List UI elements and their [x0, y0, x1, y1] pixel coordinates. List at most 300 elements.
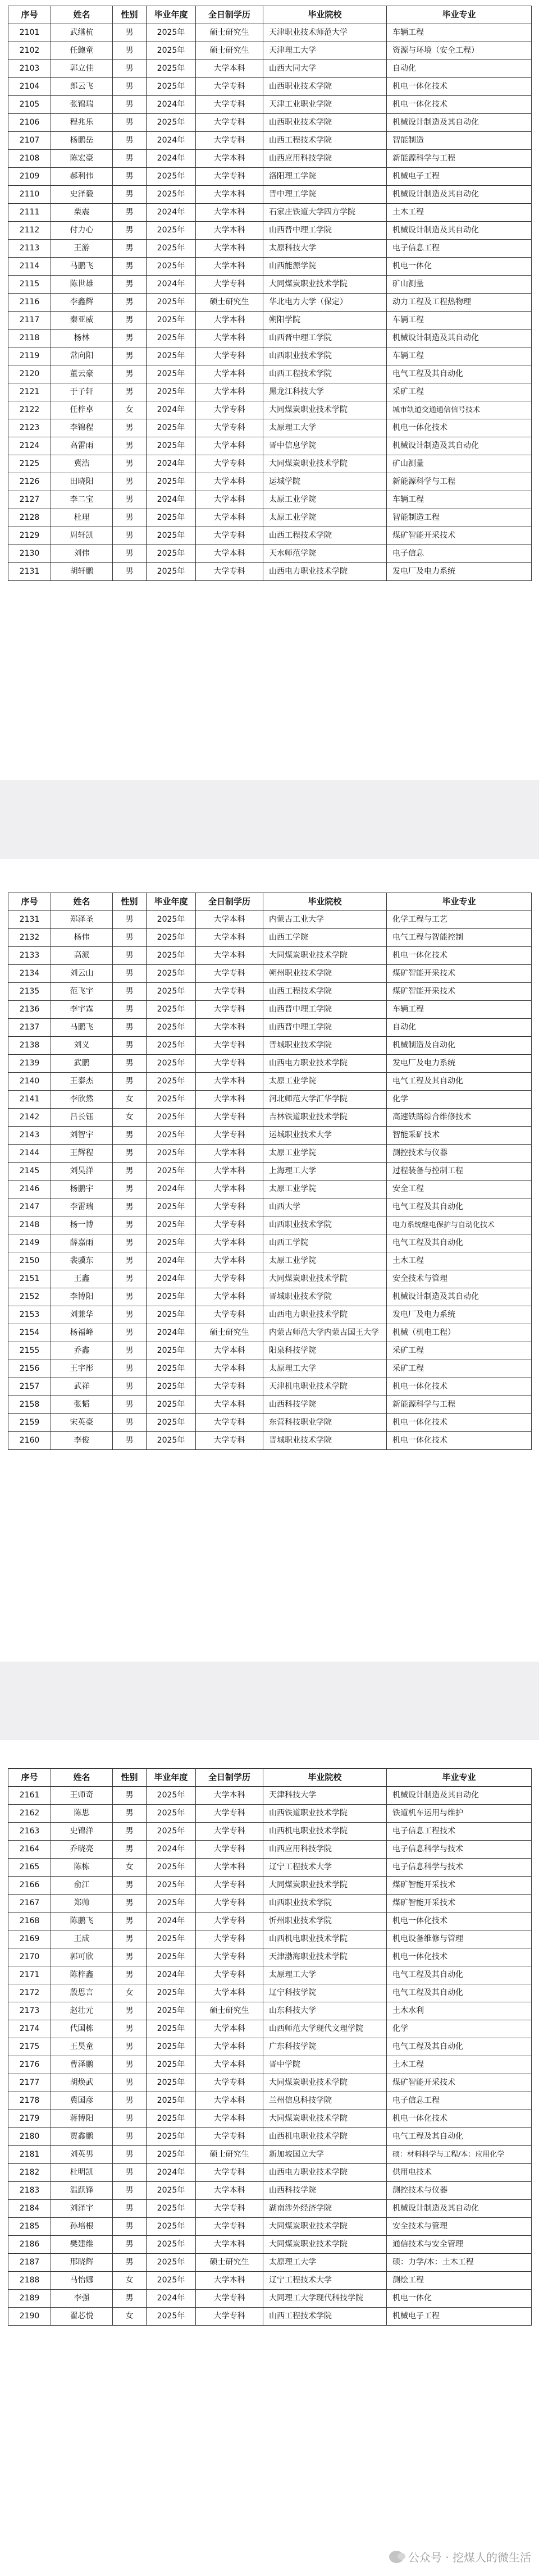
- major-cell: 机械（机电工程）: [387, 1324, 532, 1342]
- school-cell: 山西科技学院: [263, 1396, 387, 1414]
- gender-cell: 男: [113, 1877, 147, 1895]
- grad-year-cell: 2025年: [147, 186, 196, 204]
- grad-year-cell: 2025年: [147, 168, 196, 186]
- degree-cell: 大学本科: [196, 1342, 263, 1360]
- degree-cell: 大学本科: [196, 60, 263, 78]
- degree-cell: 大学专科: [196, 96, 263, 114]
- seq-cell: 2131: [8, 911, 51, 929]
- table-row: [8, 2146, 532, 2164]
- col-gender-header: 性别: [113, 893, 147, 911]
- col-gender-header: 性别: [113, 1769, 147, 1787]
- gender-cell: 男: [113, 1234, 147, 1252]
- seq-cell: 2113: [8, 240, 51, 258]
- header-row: [8, 1769, 532, 1787]
- school-cell: 运城学院: [263, 473, 387, 491]
- table-row: [8, 1324, 532, 1342]
- school-cell: 太原科技大学: [263, 240, 387, 258]
- gender-cell: 男: [113, 1270, 147, 1288]
- name-cell: 刘智宇: [51, 1127, 113, 1145]
- name-cell: 付力心: [51, 222, 113, 240]
- name-cell: 杨福峰: [51, 1324, 113, 1342]
- school-cell: 山西工程技术学院: [263, 983, 387, 1001]
- seq-cell: 2168: [8, 1912, 51, 1930]
- degree-cell: 大学专科: [196, 1037, 263, 1055]
- degree-cell: 大学本科: [196, 545, 263, 563]
- seq-cell: 2141: [8, 1091, 51, 1109]
- degree-cell: 大学本科: [196, 2056, 263, 2074]
- seq-cell: 2126: [8, 473, 51, 491]
- degree-cell: 大学专科: [196, 1127, 263, 1145]
- gender-cell: 男: [113, 330, 147, 347]
- seq-cell: 2171: [8, 1966, 51, 1984]
- degree-cell: 大学专科: [196, 276, 263, 294]
- seq-cell: 2109: [8, 168, 51, 186]
- degree-cell: 大学专科: [196, 1414, 263, 1432]
- table-row: [8, 240, 532, 258]
- school-cell: 太原工业学院: [263, 491, 387, 509]
- gender-cell: 男: [113, 437, 147, 455]
- name-cell: 王游: [51, 240, 113, 258]
- grad-year-cell: 2025年: [147, 419, 196, 437]
- seq-cell: 2149: [8, 1234, 51, 1252]
- gender-cell: 男: [113, 240, 147, 258]
- gender-cell: 男: [113, 1019, 147, 1037]
- table-row: [8, 509, 532, 527]
- degree-cell: 大学专科: [196, 455, 263, 473]
- page-gap-1: [0, 780, 539, 859]
- grad-year-cell: 2025年: [147, 2110, 196, 2128]
- name-cell: 刘兼华: [51, 1306, 113, 1324]
- school-cell: 东营科技职业学院: [263, 1414, 387, 1432]
- table-row: [8, 1037, 532, 1055]
- major-cell: 新能源科学与工程: [387, 150, 532, 168]
- degree-cell: 大学专科: [196, 1912, 263, 1930]
- table-row: [8, 527, 532, 545]
- degree-cell: 大学专科: [196, 1055, 263, 1073]
- seq-cell: 2107: [8, 132, 51, 150]
- name-cell: 郑泽圣: [51, 911, 113, 929]
- major-cell: 铁道机车运用与维护: [387, 1805, 532, 1823]
- name-cell: 李博阳: [51, 1288, 113, 1306]
- header-row: [8, 893, 532, 911]
- degree-cell: 大学专科: [196, 1198, 263, 1216]
- major-cell: 过程装备与控制工程: [387, 1163, 532, 1181]
- school-cell: 太原理工大学: [263, 2254, 387, 2272]
- major-cell: 电子信息工程: [387, 240, 532, 258]
- major-cell: 化学: [387, 1091, 532, 1109]
- seq-cell: 2142: [8, 1109, 51, 1127]
- seq-cell: 2132: [8, 929, 51, 947]
- name-cell: 于子轩: [51, 383, 113, 401]
- degree-cell: 硕士研究生: [196, 1324, 263, 1342]
- major-cell: 土木水利: [387, 2002, 532, 2020]
- gender-cell: 男: [113, 1127, 147, 1145]
- degree-cell: 大学专科: [196, 2200, 263, 2218]
- name-cell: 郎云飞: [51, 78, 113, 96]
- major-cell: 机电一体化技术: [387, 1432, 532, 1450]
- gender-cell: 男: [113, 1216, 147, 1234]
- seq-cell: 2118: [8, 330, 51, 347]
- major-cell: 发电厂及电力系统: [387, 1055, 532, 1073]
- name-cell: 李鑫辉: [51, 294, 113, 312]
- grad-year-cell: 2025年: [147, 240, 196, 258]
- name-cell: 薛嘉雨: [51, 1234, 113, 1252]
- degree-cell: 大学专科: [196, 1306, 263, 1324]
- table-row: [8, 150, 532, 168]
- school-cell: 山西大同大学: [263, 60, 387, 78]
- name-cell: 高派: [51, 947, 113, 965]
- major-cell: 电气工程及其自动化: [387, 2128, 532, 2146]
- major-cell: 测绘工程: [387, 2272, 532, 2290]
- major-cell: 矿山测量: [387, 276, 532, 294]
- school-cell: 山西工程技术学院: [263, 527, 387, 545]
- table-row: [8, 983, 532, 1001]
- major-cell: 机电一体化技术: [387, 1912, 532, 1930]
- school-cell: 天津机电职业技术学院: [263, 1378, 387, 1396]
- watermark: [389, 2548, 531, 2565]
- seq-cell: 2155: [8, 1342, 51, 1360]
- name-cell: 李俊: [51, 1432, 113, 1450]
- degree-cell: 大学专科: [196, 983, 263, 1001]
- grad-year-cell: 2025年: [147, 2200, 196, 2218]
- school-cell: 河北师范大学汇华学院: [263, 1091, 387, 1109]
- major-cell: 智能采矿技术: [387, 1127, 532, 1145]
- grad-year-cell: 2025年: [147, 1216, 196, 1234]
- degree-cell: 大学本科: [196, 383, 263, 401]
- degree-cell: 大学本科: [196, 2110, 263, 2128]
- seq-cell: 2112: [8, 222, 51, 240]
- gender-cell: 男: [113, 96, 147, 114]
- table-row: [8, 2290, 532, 2308]
- table-row: [8, 114, 532, 132]
- grad-year-cell: 2025年: [147, 1109, 196, 1127]
- major-cell: 机电一体化技术: [387, 1414, 532, 1432]
- watermark-text: 公众号 · 挖煤人的微生活: [408, 2551, 531, 2564]
- table-row: [8, 1073, 532, 1091]
- gender-cell: 男: [113, 473, 147, 491]
- grad-year-cell: 2025年: [147, 1234, 196, 1252]
- gender-cell: 男: [113, 1895, 147, 1912]
- grad-year-cell: 2025年: [147, 1930, 196, 1948]
- col-major-header: 毕业专业: [387, 1769, 532, 1787]
- degree-cell: 大学本科: [196, 2182, 263, 2200]
- name-cell: 杨鹏宇: [51, 1181, 113, 1198]
- grad-year-cell: 2024年: [147, 1841, 196, 1859]
- gender-cell: 男: [113, 965, 147, 983]
- table-row: [8, 276, 532, 294]
- gender-cell: 男: [113, 222, 147, 240]
- grad-year-cell: 2024年: [147, 2164, 196, 2182]
- name-cell: 樊建维: [51, 2236, 113, 2254]
- school-cell: 晋城职业技术学院: [263, 1037, 387, 1055]
- major-cell: 机电一体化: [387, 2290, 532, 2308]
- major-cell: 车辆工程: [387, 491, 532, 509]
- degree-cell: 大学本科: [196, 1984, 263, 2002]
- major-cell: 土木工程: [387, 204, 532, 222]
- major-cell: 自动化: [387, 1019, 532, 1037]
- col-year-header: 毕业年度: [147, 1769, 196, 1787]
- grad-year-cell: 2024年: [147, 1181, 196, 1198]
- grad-year-cell: 2025年: [147, 2272, 196, 2290]
- name-cell: 张韬: [51, 1396, 113, 1414]
- col-school-header: 毕业院校: [263, 6, 387, 24]
- grad-year-cell: 2025年: [147, 1805, 196, 1823]
- seq-cell: 2150: [8, 1252, 51, 1270]
- name-cell: 刘义: [51, 1037, 113, 1055]
- gender-cell: 男: [113, 1055, 147, 1073]
- seq-cell: 2120: [8, 365, 51, 383]
- table-row: [8, 1823, 532, 1841]
- seq-cell: 2138: [8, 1037, 51, 1055]
- major-cell: 测控技术与仪器: [387, 1145, 532, 1163]
- degree-cell: 大学本科: [196, 258, 263, 276]
- table-row: [8, 222, 532, 240]
- name-cell: 李二宝: [51, 491, 113, 509]
- gender-cell: 男: [113, 60, 147, 78]
- table-row: [8, 1414, 532, 1432]
- degree-cell: 大学本科: [196, 491, 263, 509]
- major-cell: 电气工程及其自动化: [387, 365, 532, 383]
- school-cell: 山西机电职业技术学院: [263, 2128, 387, 2146]
- seq-cell: 2188: [8, 2272, 51, 2290]
- school-cell: 天津理工大学: [263, 42, 387, 60]
- name-cell: 常向阳: [51, 347, 113, 365]
- school-cell: 晋城职业技术学院: [263, 1432, 387, 1450]
- table-row: [8, 24, 532, 42]
- name-cell: 杨鹏岳: [51, 132, 113, 150]
- degree-cell: 大学专科: [196, 1378, 263, 1396]
- grad-year-cell: 2025年: [147, 24, 196, 42]
- school-cell: 大同煤炭职业技术学院: [263, 2218, 387, 2236]
- name-cell: 陈栋: [51, 1859, 113, 1877]
- name-cell: 温跃锋: [51, 2182, 113, 2200]
- school-cell: 山西工程技术学院: [263, 132, 387, 150]
- degree-cell: 大学本科: [196, 1360, 263, 1378]
- table-row: [8, 1859, 532, 1877]
- school-cell: 辽宁工程技术大学: [263, 1859, 387, 1877]
- grad-year-cell: 2025年: [147, 1198, 196, 1216]
- name-cell: 郝利伟: [51, 168, 113, 186]
- col-degree-header: 全日制学历: [196, 6, 263, 24]
- major-cell: 煤矿智能开采技术: [387, 1895, 532, 1912]
- grad-year-cell: 2025年: [147, 1895, 196, 1912]
- table-row: [8, 2236, 532, 2254]
- grad-year-cell: 2025年: [147, 2128, 196, 2146]
- grad-year-cell: 2025年: [147, 1859, 196, 1877]
- name-cell: 李强: [51, 2290, 113, 2308]
- grad-year-cell: 2025年: [147, 1019, 196, 1037]
- major-cell: 机械设计制造及其自动化: [387, 2200, 532, 2218]
- table-row: [8, 1109, 532, 1127]
- gender-cell: 男: [113, 1252, 147, 1270]
- school-cell: 山西职业技术学院: [263, 1895, 387, 1912]
- gender-cell: 男: [113, 1037, 147, 1055]
- major-cell: 城市轨道交通通信信号技术: [387, 401, 532, 419]
- degree-cell: 大学专科: [196, 1966, 263, 1984]
- major-cell: 电气工程及其自动化: [387, 2038, 532, 2056]
- gender-cell: 男: [113, 150, 147, 168]
- seq-cell: 2162: [8, 1805, 51, 1823]
- major-cell: 机电一体化技术: [387, 2110, 532, 2128]
- grad-year-cell: 2025年: [147, 2254, 196, 2272]
- grad-year-cell: 2025年: [147, 911, 196, 929]
- degree-cell: 大学本科: [196, 947, 263, 965]
- table-row: [8, 2056, 532, 2074]
- degree-cell: 大学本科: [196, 365, 263, 383]
- seq-cell: 2182: [8, 2164, 51, 2182]
- school-cell: 晋中理工学院: [263, 186, 387, 204]
- col-index-header: 序号: [8, 6, 51, 24]
- grad-year-cell: 2025年: [147, 258, 196, 276]
- major-cell: 土木工程: [387, 1252, 532, 1270]
- col-degree-header: 全日制学历: [196, 1769, 263, 1787]
- table-row: [8, 1288, 532, 1306]
- major-cell: 电子信息科学与技术: [387, 1859, 532, 1877]
- gender-cell: 男: [113, 2074, 147, 2092]
- name-cell: 王成: [51, 1930, 113, 1948]
- degree-cell: 大学本科: [196, 222, 263, 240]
- table-row: [8, 42, 532, 60]
- grad-year-cell: 2024年: [147, 401, 196, 419]
- school-cell: 上海理工大学: [263, 1163, 387, 1181]
- seq-cell: 2139: [8, 1055, 51, 1073]
- school-cell: 山西晋中理工学院: [263, 222, 387, 240]
- name-cell: 任鲍童: [51, 42, 113, 60]
- name-cell: 田晓阳: [51, 473, 113, 491]
- gender-cell: 男: [113, 365, 147, 383]
- major-cell: 煤矿智能开采技术: [387, 1877, 532, 1895]
- table-row: [8, 437, 532, 455]
- grad-year-cell: 2025年: [147, 1055, 196, 1073]
- grad-year-cell: 2025年: [147, 563, 196, 581]
- table-row: [8, 1055, 532, 1073]
- degree-cell: 大学专科: [196, 419, 263, 437]
- major-cell: 供用电技术: [387, 2164, 532, 2182]
- school-cell: 太原工业学院: [263, 1073, 387, 1091]
- degree-cell: 硕士研究生: [196, 2146, 263, 2164]
- gender-cell: 女: [113, 1984, 147, 2002]
- school-cell: 朔州职业技术学院: [263, 965, 387, 983]
- seq-cell: 2173: [8, 2002, 51, 2020]
- major-cell: 机械设计制造及其自动化: [387, 330, 532, 347]
- gender-cell: 男: [113, 1841, 147, 1859]
- gender-cell: 男: [113, 947, 147, 965]
- grad-year-cell: 2024年: [147, 150, 196, 168]
- seq-cell: 2124: [8, 437, 51, 455]
- school-cell: 天津职业技术师范大学: [263, 24, 387, 42]
- school-cell: 山西电力职业技术学院: [263, 563, 387, 581]
- table-row: [8, 312, 532, 330]
- seq-cell: 2178: [8, 2092, 51, 2110]
- degree-cell: 大学本科: [196, 473, 263, 491]
- seq-cell: 2127: [8, 491, 51, 509]
- name-cell: 乔鑫: [51, 1342, 113, 1360]
- table-row: [8, 1378, 532, 1396]
- grad-year-cell: 2024年: [147, 204, 196, 222]
- table-row: [8, 929, 532, 947]
- table-row: [8, 2038, 532, 2056]
- degree-cell: 大学本科: [196, 437, 263, 455]
- name-cell: 杜理: [51, 509, 113, 527]
- gender-cell: 男: [113, 1288, 147, 1306]
- school-cell: 天津渤海职业技术学院: [263, 1948, 387, 1966]
- grad-year-cell: 2025年: [147, 983, 196, 1001]
- gender-cell: 男: [113, 563, 147, 581]
- table-row: [8, 2092, 532, 2110]
- name-cell: 王鑫: [51, 1270, 113, 1288]
- gender-cell: 男: [113, 1912, 147, 1930]
- gender-cell: 男: [113, 186, 147, 204]
- degree-cell: 大学专科: [196, 1270, 263, 1288]
- major-cell: 机电一体化技术: [387, 96, 532, 114]
- page-gap-2: [0, 1662, 539, 1740]
- name-cell: 杨一博: [51, 1216, 113, 1234]
- table-row: [8, 2164, 532, 2182]
- major-cell: 电气工程及其自动化: [387, 1234, 532, 1252]
- gender-cell: 男: [113, 1198, 147, 1216]
- table-row: [8, 2110, 532, 2128]
- grad-year-cell: 2025年: [147, 1360, 196, 1378]
- school-cell: 天水师范学院: [263, 545, 387, 563]
- grad-year-cell: 2025年: [147, 2074, 196, 2092]
- school-cell: 山西师范大学现代文理学院: [263, 2020, 387, 2038]
- degree-cell: 大学专科: [196, 1109, 263, 1127]
- name-cell: 赵壮元: [51, 2002, 113, 2020]
- gender-cell: 女: [113, 2272, 147, 2290]
- school-cell: 山西职业技术学院: [263, 78, 387, 96]
- table-row: [8, 1984, 532, 2002]
- major-cell: 车辆工程: [387, 347, 532, 365]
- gender-cell: 男: [113, 2110, 147, 2128]
- degree-cell: 大学本科: [196, 312, 263, 330]
- major-cell: 电力系统继电保护与自动化技术: [387, 1216, 532, 1234]
- school-cell: 大同煤炭职业技术学院: [263, 1270, 387, 1288]
- major-cell: 电子信息: [387, 545, 532, 563]
- school-cell: 大同煤炭职业技术学院: [263, 947, 387, 965]
- grad-year-cell: 2025年: [147, 1163, 196, 1181]
- school-cell: 山西工程技术学院: [263, 2308, 387, 2326]
- school-cell: 山西职业技术学院: [263, 347, 387, 365]
- school-cell: 石家庄铁道大学四方学院: [263, 204, 387, 222]
- degree-cell: 大学专科: [196, 1930, 263, 1948]
- name-cell: 王泰杰: [51, 1073, 113, 1091]
- degree-cell: 大学专科: [196, 563, 263, 581]
- gender-cell: 男: [113, 1181, 147, 1198]
- major-cell: 电气工程及其自动化: [387, 1984, 532, 2002]
- major-cell: 机械设计制造及其自动化: [387, 186, 532, 204]
- seq-cell: 2116: [8, 294, 51, 312]
- school-cell: 山西晋中理工学院: [263, 1019, 387, 1037]
- col-gender-header: 性别: [113, 6, 147, 24]
- school-cell: 山西科技学院: [263, 2182, 387, 2200]
- degree-cell: 大学专科: [196, 1001, 263, 1019]
- seq-cell: 2146: [8, 1181, 51, 1198]
- school-cell: 兰州信息科技学院: [263, 2092, 387, 2110]
- table-row: [8, 168, 532, 186]
- name-cell: 李雷瑞: [51, 1198, 113, 1216]
- degree-cell: 大学本科: [196, 1859, 263, 1877]
- major-cell: 机械设计制造及其自动化: [387, 1288, 532, 1306]
- school-cell: 辽宁工程技术大学: [263, 2272, 387, 2290]
- name-cell: 陈鹏飞: [51, 1912, 113, 1930]
- grad-year-cell: 2025年: [147, 929, 196, 947]
- school-cell: 阳泉科技学院: [263, 1342, 387, 1360]
- table-row: [8, 1805, 532, 1823]
- table-row: [8, 2182, 532, 2200]
- name-cell: 栗震: [51, 204, 113, 222]
- degree-cell: 大学本科: [196, 1019, 263, 1037]
- school-cell: 洛阳理工学院: [263, 168, 387, 186]
